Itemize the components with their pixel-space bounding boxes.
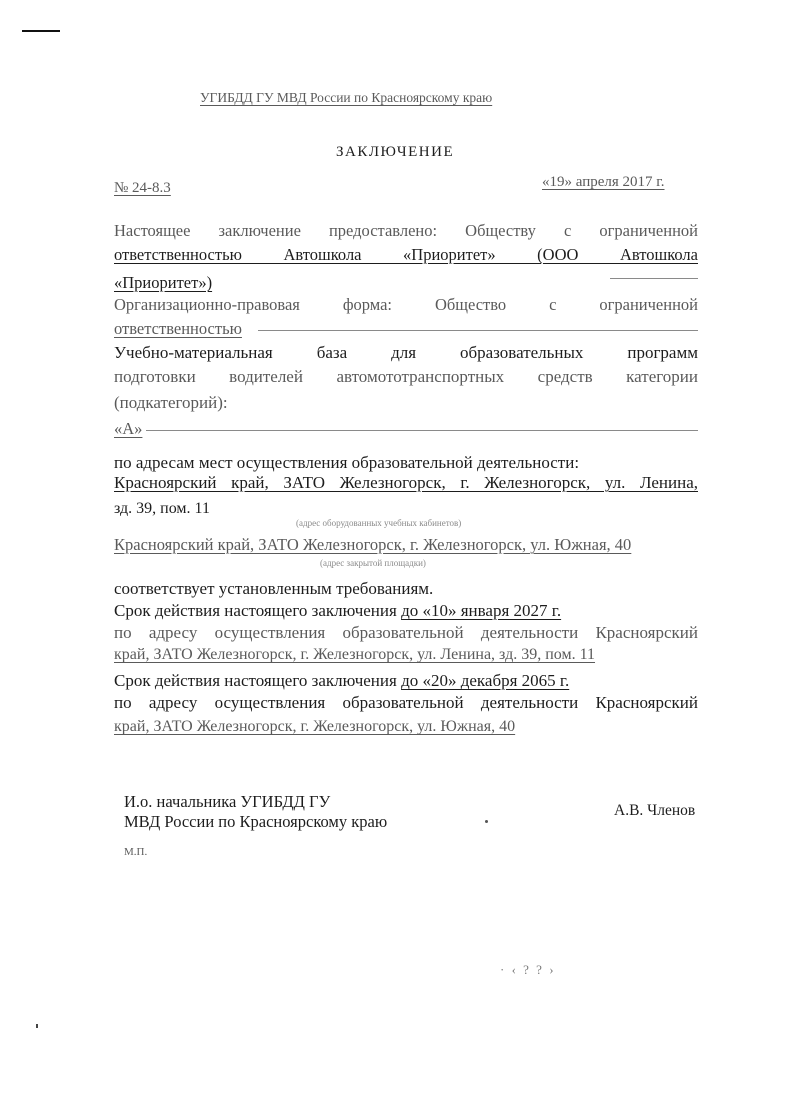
- term-2: до «20» декабря 2065 г.: [401, 671, 570, 690]
- body-line-1: Настоящее заключение предоставлено: Обществу с ограниченной: [114, 221, 698, 240]
- signer-role-2: МВД России по Красноярскому краю: [124, 812, 388, 831]
- hint-classrooms: (адрес оборудованных учебных кабинетов): [296, 518, 462, 528]
- document-number: [114, 180, 171, 197]
- body-line-20: край, ЗАТО Железногорск, г. Железногорск, ул. Южная, 40: [114, 718, 516, 735]
- scan-mark: [22, 30, 60, 32]
- body-line-3: «Приоритет»): [114, 273, 213, 292]
- body-line-5: ответственностью: [114, 319, 242, 338]
- body-line-13: Красноярский край, ЗАТО Железногорск, г. Железногорск, ул. Южная, 40: [114, 535, 632, 554]
- signer-role-1: И.о. начальника УГИБДД ГУ: [124, 792, 331, 811]
- fill-rule: [610, 278, 698, 279]
- body-line-8: (подкатегорий):: [114, 393, 228, 412]
- fill-rule: [258, 330, 698, 331]
- body-line-9: «А»: [114, 419, 143, 438]
- body-line-2: ответственностью Автошкола «Приоритет» (ООО Автошкола: [114, 245, 698, 264]
- signer-name: А.В. Членов: [614, 802, 696, 819]
- body-line-14: соответствует установленным требованиям.: [114, 579, 434, 598]
- document-number-text: № 24-8.3: [114, 180, 171, 196]
- stamp-place: М.П.: [124, 846, 148, 858]
- fill-rule: [146, 430, 698, 431]
- body-line-4: Организационно-правовая форма: Общество с ограниченной: [114, 295, 698, 314]
- body-line-17: край, ЗАТО Железногорск, г. Железногорск, ул. Ленина, зд. 39, пом. 11: [114, 646, 596, 663]
- body-line-10: по адресам мест осуществления образовательной деятельности:: [114, 453, 580, 472]
- body-line-16: по адресу осуществления образовательной деятельности Красноярский: [114, 623, 698, 642]
- body-line-11: Красноярский край, ЗАТО Железногорск, г. Железногорск, ул. Ленина,: [114, 473, 698, 492]
- body-line-6: Учебно-материальная база для образовательных программ: [114, 343, 698, 362]
- body-line-7: подготовки водителей автомототранспортных средств категории: [114, 367, 698, 386]
- scan-speck: [36, 1024, 38, 1028]
- hint-closed-area: (адрес закрытой площадки): [320, 558, 426, 568]
- scan-speck: [485, 820, 488, 823]
- header-authority: УГИБДД ГУ МВД России по Красноярскому краю: [200, 90, 493, 105]
- body-line-19: по адресу осуществления образовательной деятельности Красноярский: [114, 693, 698, 712]
- document-date: «19» апреля 2017 г.: [542, 174, 665, 190]
- term-1: до «10» января 2027 г.: [401, 601, 562, 620]
- scan-noise: · ‹ ? ? ›: [500, 962, 556, 977]
- document-title: ЗАКЛЮЧЕНИЕ: [336, 144, 455, 160]
- body-line-18: Срок действия настоящего заключения до «20» декабря 2065 г.: [114, 671, 570, 690]
- body-line-15: Срок действия настоящего заключения до «10» января 2027 г.: [114, 601, 562, 620]
- body-line-12: зд. 39, пом. 11: [114, 500, 210, 517]
